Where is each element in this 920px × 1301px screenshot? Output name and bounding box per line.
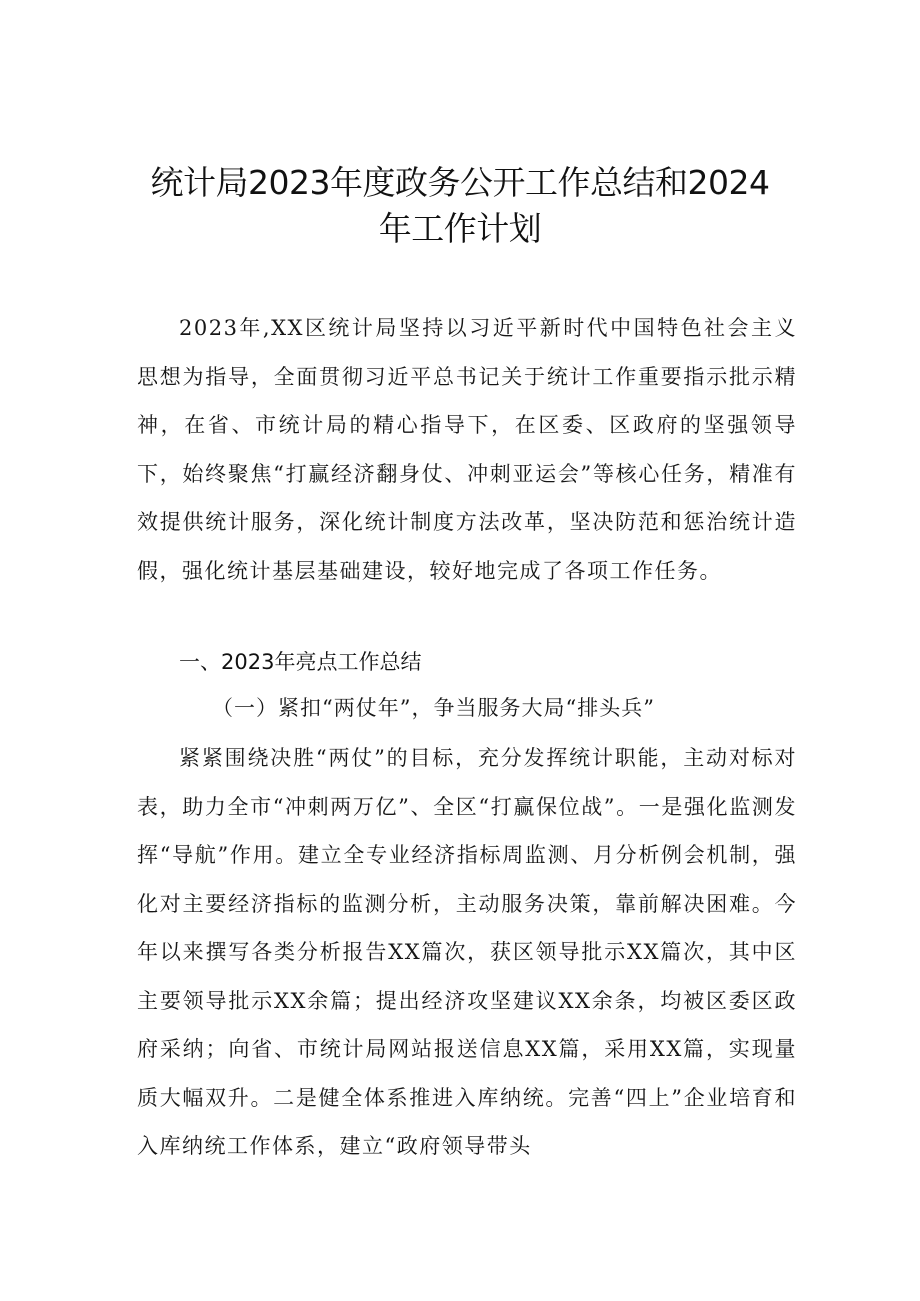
- intro-paragraph-block: [137, 304, 797, 595]
- document-title: [120, 160, 800, 252]
- body-paragraph: 紧紧围绕决胜“两仗”的目标，充分发挥统计职能，主动对标对表，助力全市“冲刺两万亿”、全区“打赢保位战”。一是强化监测发挥“导航”作用。建立全专业经济指标周监测、月分析例会机制，强化对主要经济指标的监测分析，主动服务决策，靠前解决困难。今年以来撰写各类分析报告XX篇次，获区领导批示XX篇次，其中区主要领导批示XX余篇；提出经济攻坚建议XX余条，均被区委区政府采纳；向省、市统计局网站报送信息XX篇，采用XX篇，实现量质大幅双升。二是健全体系推进入库纳统。完善“四上”企业培育和入库纳统工作体系，建立“政府领导带头: [137, 746, 797, 1158]
- section-heading: 一、2023年亮点工作总结: [179, 650, 422, 674]
- body-paragraph-block: [137, 734, 797, 1171]
- intro-paragraph: 2023年,XX区统计局坚持以习近平新时代中国特色社会主义思想为指导，全面贯彻习近平总书记关于统计工作重要指示批示精神，在省、市统计局的精心指导下，在区委、区政府的坚强领导下，始终聚焦“打赢经济翻身仗、冲刺亚运会”等核心任务，精准有效提供统计服务，深化统计制度方法改革，坚决防范和惩治统计造假，强化统计基层基础建设，较好地完成了各项工作任务。: [137, 316, 797, 583]
- title-line-1: 统计局2023年度政务公开工作总结和2024: [150, 163, 770, 202]
- title-line-2: 年工作计划: [378, 209, 542, 248]
- subsection-heading: （一）紧扣“两仗年”，争当服务大局“排头兵”: [212, 696, 655, 720]
